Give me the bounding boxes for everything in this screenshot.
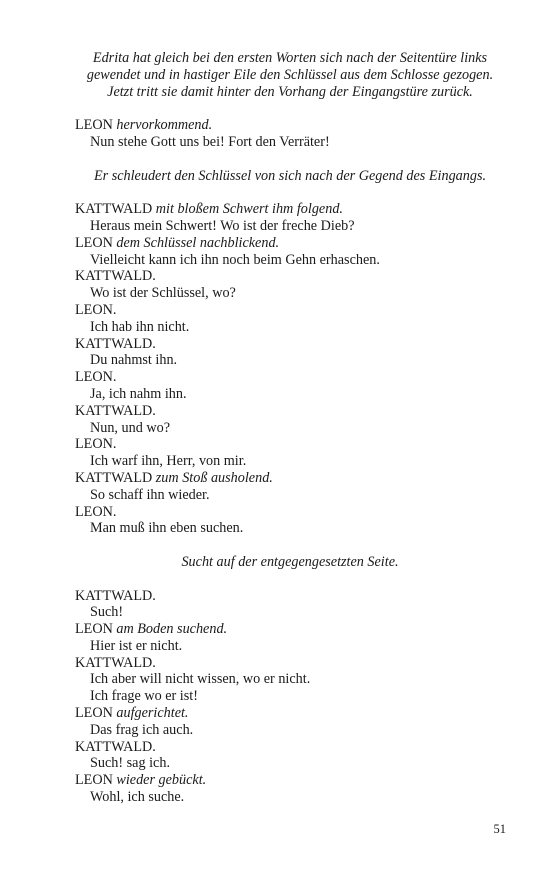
dialogue-line: Such!: [90, 604, 124, 621]
speaker-name: KATTWALD.: [75, 654, 156, 671]
speaker-direction: zum Stoß ausholend.: [155, 469, 273, 486]
spacer: [75, 537, 505, 554]
speaker-name: KATTWALD.: [75, 335, 156, 352]
dialogue-line: Wohl, ich suche.: [90, 789, 185, 806]
speaker-name: LEON.: [75, 436, 117, 453]
speaker-name: KATTWALD: [75, 201, 153, 218]
speaker-direction: wieder gebückt.: [116, 772, 207, 789]
speaker-name: KATTWALD: [75, 469, 153, 486]
dialogue-line: Nun stehe Gott uns bei! Fort den Verräter!: [90, 133, 330, 150]
page-number: 51: [493, 822, 506, 836]
speaker-heading: [75, 436, 505, 453]
stage-direction-intro: [75, 50, 505, 100]
speech-leon-1: [75, 117, 505, 151]
spacer: [75, 184, 505, 201]
speaker-name: LEON.: [75, 369, 117, 386]
speaker-heading: [75, 403, 505, 420]
speaker-heading: [75, 336, 505, 353]
speaker-heading: [75, 772, 505, 789]
speaker-name: KATTWALD.: [75, 268, 156, 285]
speaker-name: LEON: [75, 621, 113, 638]
stage-direction-line: Edrita hat gleich bei den ersten Worten sich nach der Seitentüre links: [92, 50, 488, 66]
spacer: [75, 100, 505, 117]
dialogue-line: Heraus mein Schwert! Wo ist der freche Dieb?: [90, 217, 355, 234]
speaker-name: KATTWALD.: [75, 738, 156, 755]
speaker-heading: [75, 117, 505, 134]
spacer: [75, 151, 505, 168]
speaker-name: LEON: [75, 772, 113, 789]
dialogue-line: Ich aber will nicht wissen, wo er nicht.: [90, 671, 311, 688]
speaker-name: KATTWALD.: [75, 587, 156, 604]
text-body: [75, 50, 505, 806]
dialogue-line: Wo ist der Schlüssel, wo?: [90, 285, 236, 302]
dialogue-line: Vielleicht kann ich ihn noch beim Gehn erhaschen.: [90, 251, 380, 268]
dialogue-line: Das frag ich auch.: [90, 721, 194, 738]
stage-direction-2: Er schleudert den Schlüssel von sich nach der Gegend des Eingangs.: [93, 167, 487, 184]
speaker-heading: [75, 621, 505, 638]
dialogue-line: Hier ist er nicht.: [90, 637, 183, 654]
speaker-heading: [75, 504, 505, 521]
speaker-direction: dem Schlüssel nachblickend.: [116, 234, 280, 251]
dialogue-line: Nun, und wo?: [90, 419, 170, 436]
dialogue-line: Such! sag ich.: [90, 755, 170, 772]
speaker-name: KATTWALD.: [75, 402, 156, 419]
dialogue-line: Man muß ihn eben suchen.: [90, 520, 244, 537]
dialogue-line: Ich hab ihn nicht.: [90, 318, 190, 335]
dialogue-line: Ich warf ihn, Herr, von mir.: [90, 453, 247, 470]
speaker-name: LEON: [75, 705, 113, 722]
speaker-heading: [75, 705, 505, 722]
speaker-name: LEON.: [75, 503, 117, 520]
speaker-name: LEON: [75, 234, 113, 251]
speaker-direction: aufgerichtet.: [116, 705, 189, 722]
stage-direction-line: Jetzt tritt sie damit hinter den Vorhang der Eingangstüre zurück.: [107, 83, 473, 100]
speaker-direction: hervorkommend.: [116, 117, 213, 134]
speaker-heading: [75, 235, 505, 252]
dialogue-block-3: [75, 588, 505, 806]
speaker-heading: [75, 268, 505, 285]
dialogue-block-2: [75, 201, 505, 537]
speaker-name: LEON: [75, 117, 113, 134]
dialogue-line: So schaff ihn wieder.: [90, 486, 210, 503]
speaker-heading: [75, 369, 505, 386]
speaker-heading: [75, 655, 505, 672]
stage-direction-3: Sucht auf der entgegengesetzten Seite.: [181, 553, 399, 570]
stage-direction-line: gewendet und in hastiger Eile den Schlüssel aus dem Schlosse gezogen.: [86, 66, 494, 83]
speaker-heading: [75, 739, 505, 756]
speaker-heading: [75, 470, 505, 487]
dialogue-line: Du nahmst ihn.: [90, 352, 178, 369]
speaker-name: LEON.: [75, 301, 117, 318]
dialogue-line: Ich frage wo er ist!: [90, 688, 198, 705]
speaker-direction: mit bloßem Schwert ihm folgend.: [155, 201, 343, 218]
dialogue-line: Ja, ich nahm ihn.: [90, 385, 187, 402]
speaker-direction: am Boden suchend.: [116, 621, 228, 638]
speaker-heading: [75, 201, 505, 218]
speaker-heading: [75, 588, 505, 605]
speaker-heading: [75, 302, 505, 319]
spacer: [75, 571, 505, 588]
